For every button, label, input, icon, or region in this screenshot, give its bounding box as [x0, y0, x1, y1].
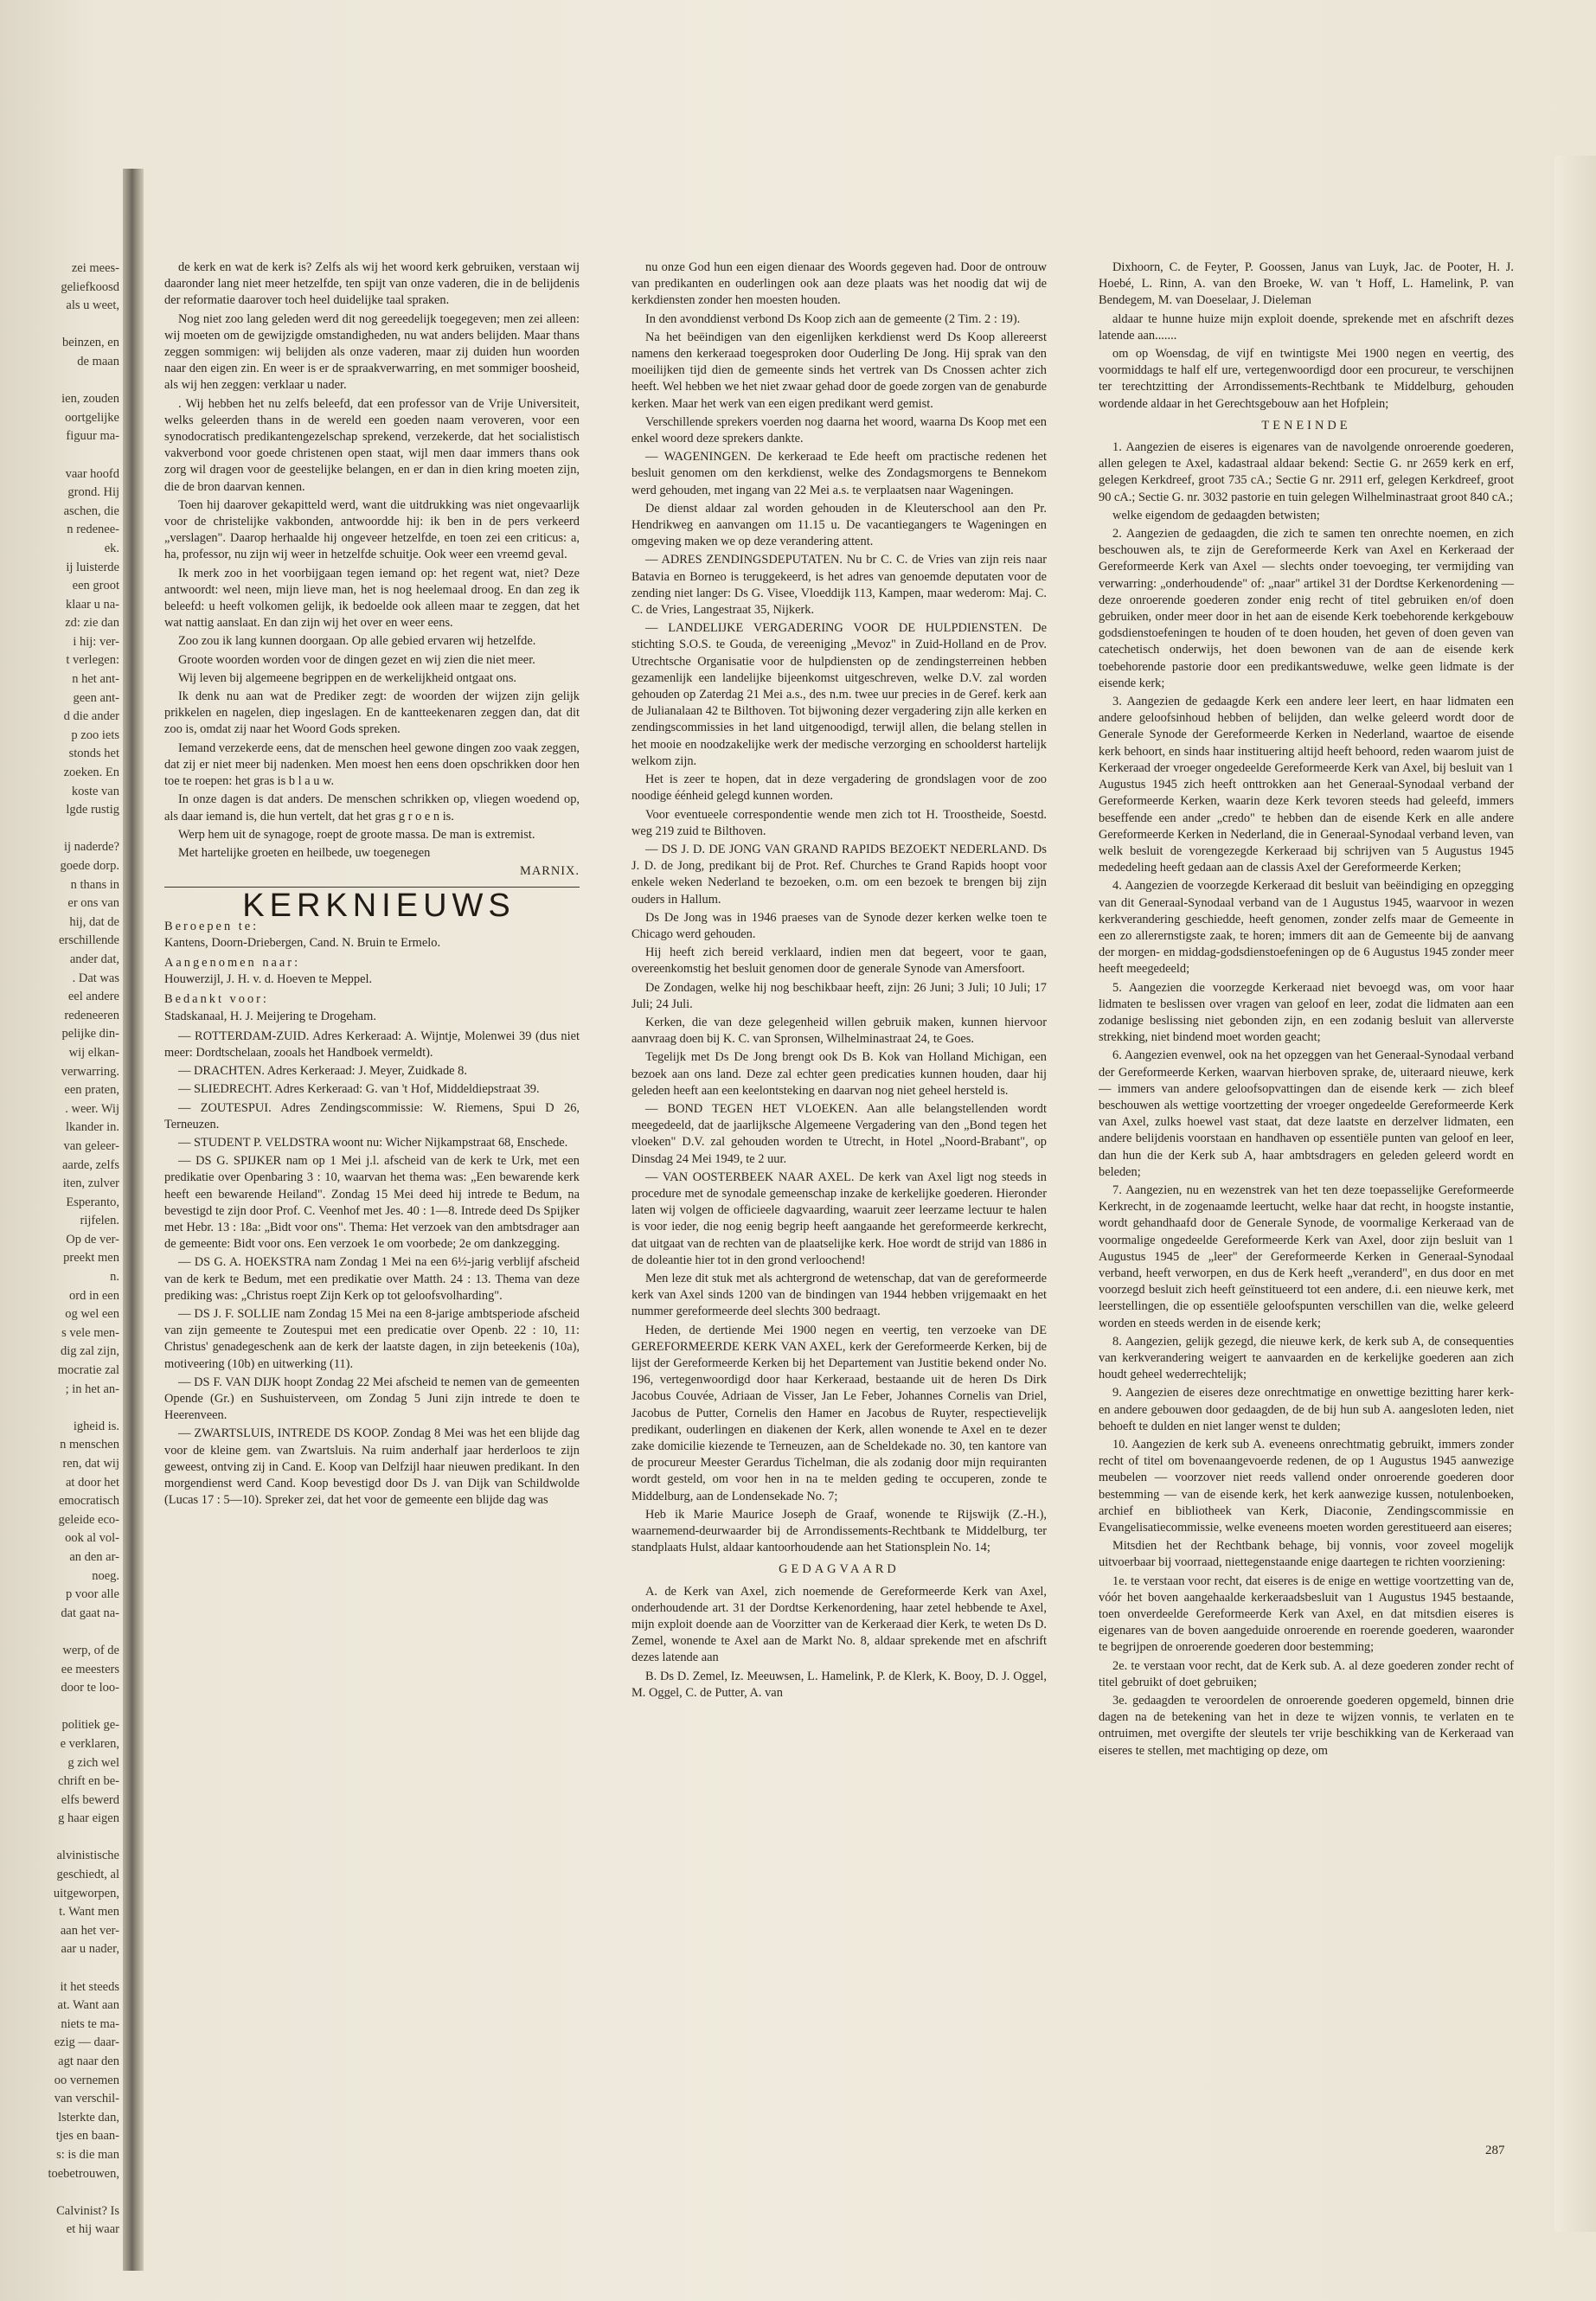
calls-list	[164, 919, 580, 1025]
cut-line: igheid is.	[73, 1419, 119, 1433]
cut-line: rijfelen.	[80, 1214, 119, 1228]
cut-line: zei mees-	[71, 261, 119, 275]
call-value: Kantens, Doorn-Driebergen, Cand. N. Bruin te Ermelo.	[164, 935, 441, 950]
cut-line: geschiedt, al	[56, 1868, 119, 1882]
col2-body	[631, 260, 1047, 1556]
cut-line: n thans in	[70, 877, 119, 892]
letter-body	[164, 260, 580, 862]
cut-line	[0, 446, 119, 465]
paragraph: 3. Aangezien de gedaagde Kerk een andere leer leert, en haar lidmaten een andere geloofsinhoud hebben of belijden, dan welke geleerd wordt door de Generale Synode der Gereformeerde Kerken in Nederland, waartoe de eisende kerk behoort, en sinds haar instituering altijd heeft behoord, reden waarom juist de Kerkeraad der vroeger ongedeelde Gereformeerde Kerk van Axel, bij besluit van 1 Augustus 1945 zich heeft onttrokken aan het Generaal-Synodaal verband der Gereformeerde Kerken, waarin deze Kerk tevoren steeds had geleefd, immers beseffende een ander „credo" te hebben dan de eisende Kerk en alle andere Gereformeerde Kerken in Nederland, die in Generaal-Synodaal verband leven, van welk besluit de vorengezegde Kerkeraad bij schrijven van 5 Augustus 1945 mededeling heeft gedaan aan de classis Axel der Gereformeerde Kerken;	[1099, 695, 1514, 875]
col3-intro	[1099, 260, 1514, 413]
paragraph: Toen hij daarover gekapitteld werd, want die uitdrukking was niet ongevaarlijk voor de christelijke vakbonden, antwoordde hij: ik ben in de pers verkeerd „verslagen". Daarop herhaalde hij ongeveer hetzelfde, en toen zei een criticus: a, ha, professor, nu zijn wij weer in hetzelfde schuitje. Ook weer een vreemd geval.	[164, 497, 580, 562]
paragraph: Verschillende sprekers voerden nog daarna het woord, waarna Ds Koop met een enkel woord deze sprekers dankte.	[631, 414, 1047, 446]
letter-signature: MARNIX.	[520, 864, 580, 879]
paragraph: 6. Aangezien evenwel, ook na het opzeggen van het Generaal-Synodaal verband der Gereformeerde Kerken, waarvan hierboven sprake, de, uiteraard nieuwe, kerk — immers van andere geloofsopvattingen dan de eisende kerk — zich bleef beschouwen als wettige voortzetting der vroeger ongedeelde Gereformeerde Kerk van Axel, zulks hoewel vast staat, dat deze laatste en derzelver lidmaten, een andere belijdenis voorstaan en handhaven op essentiële punten van geloof en leer, dan hun die der Kerk sub A, haar ambtsdragers en geleden geleerd wordt en beleden;	[1099, 1048, 1514, 1179]
paragraph: — ROTTERDAM-ZUID. Adres Kerkeraad: A. Wijntje, Molenwei 39 (dus niet meer: Dordtschelaan, zooals het Handboek vermeldt).	[164, 1029, 580, 1060]
heading-gedagvaard: GEDAGVAARD	[779, 1562, 900, 1577]
cut-line: de maan	[77, 354, 119, 369]
paragraph: — DS G. SPIJKER nam op 1 Mei j.l. afscheid van de kerk te Urk, met een predikatie over Openbaring 3 : 10, waarvan het thema was: „Een bewarende kerk heeft een bewarende Heiland". Zondag 15 Mei deed hij intrede te Bedum, na bevestigd te zijn door Prof. C. Veenhof met Jes. 40 : 1—8. Intrede deed Ds Spijker met Hebr. 13 : 18a: „Bidt voor ons". Thema: Het verzoek van den ambtsdrager aan de gemeente: Bidt voor ons. Een verzoek 1e om voorbede; 2e om dankzegging.	[164, 1154, 580, 1252]
cut-line: er ons van	[67, 896, 119, 911]
cut-line: n redenee-	[67, 522, 119, 537]
cut-line: een praten,	[64, 1083, 119, 1098]
cut-line: alvinistische	[56, 1849, 119, 1863]
cut-line: n.	[110, 1270, 119, 1285]
cut-line: erschillende	[58, 933, 119, 948]
paragraph: Dixhoorn, C. de Feyter, P. Goossen, Janus van Luyk, Jac. de Pooter, H. J. Hoebé, L. Rinn, A. van den Broeke, W. van 't Hoff, L. Hamelink, P. van Bendegem, M. van Doeselaar, J. Dieleman	[1099, 260, 1514, 308]
column-2	[631, 260, 1047, 2154]
cut-line: aschen, die	[63, 503, 119, 518]
column-3	[1099, 260, 1514, 2154]
paragraph: In onze dagen is dat anders. De menschen schrikken op, vliegen woedend op, als daar iemand is, die hun vertelt, dat het gras g r o e n is.	[164, 792, 580, 824]
cut-line: ek.	[104, 541, 119, 555]
paragraph: — SLIEDRECHT. Adres Kerkeraad: G. van 't Hof, Middeldiepstraat 39.	[178, 1082, 540, 1097]
paragraph: . Wij hebben het nu zelfs beleefd, dat een professor van de Vrije Universiteit, welks geleerden thans in de wereld een goeden naam veroveren, voor een synodocratisch predikantengezelschap sprekend, verzekerde, dat het socialistisch vakverbond voor goede christenen open staat, wijl men daar immers thans ook zorg wil dragen voor de geestelijke belangen, en er dan in dien kring moeten zijn, die de bron daarvan kennen.	[164, 396, 580, 494]
cut-line: hij, dat de	[69, 914, 119, 929]
col2-after	[631, 1584, 1047, 1702]
paragraph: Zoo zou ik lang kunnen doorgaan. Op alle gebied ervaren wij hetzelfde.	[178, 634, 536, 649]
paragraph: Ik merk zoo in het voorbijgaan tegen iemand op: het regent wat, niet? Deze antwoordt: wel neen, mijn lieve man, het is nog heelemaal droog. En dan zeg ik beleefd: u heeft volkomen gelijk, ik bedoelde ook alleen maar te zeggen, dat het wat nattig aanslaat. En dan zijn wij het over en weer eens.	[164, 566, 580, 631]
paragraph: B. Ds D. Zemel, Iz. Meeuwsen, L. Hamelink, P. de Klerk, K. Booy, D. J. Oggel, M. Oggel, C. de Putter, A. van	[631, 1669, 1047, 1700]
paragraph: 1e. te verstaan voor recht, dat eiseres is de enige en wettige voortzetting van de, vóór het boven aangehaalde kerkeraadsbesluit van 1 Augustus 1945 bestaande, toen onverdeelde Gereformeerde Kerk van Axel, en dat mitsdien eiseres is eigenares van de boven aangeduide onroerende en roerende goederen, waaronder te begrijpen de onroerende goederen door bestemming;	[1099, 1574, 1514, 1655]
cut-line: . Dat was	[72, 971, 119, 985]
paragraph: welke eigendom de gedaagden betwisten;	[1112, 508, 1320, 522]
cut-line: ook al vol-	[65, 1531, 119, 1546]
cut-line: uitgeworpen,	[53, 1886, 119, 1900]
paragraph: — DS G. A. HOEKSTRA nam Zondag 1 Mei na een 6½-jarig verblijf afscheid van de kerk te Bedum, met een predikatie over Matth. 24 : 13. Thema van deze prediking was: „Christus roept Zijn Kerk op tot geloofsvolharding".	[164, 1255, 580, 1303]
paragraph: de kerk en wat de kerk is? Zelfs als wij het woord kerk gebruiken, verstaan wij daaronder lang niet meer hetzelfde, ten spijt van onze vaderen, die in de belijdenis der reformatie daarover toch heel duidelijke taal spraken.	[164, 260, 580, 308]
call-label: Bedankt voor:	[164, 992, 269, 1007]
paragraph: In den avonddienst verbond Ds Koop zich aan de gemeente (2 Tim. 2 : 19).	[645, 311, 1021, 326]
cut-line: ord in een	[69, 1288, 119, 1303]
cut-line: oo vernemen	[54, 2073, 119, 2087]
cut-line: zd: zie dan	[65, 616, 119, 631]
previous-page-cut-column	[0, 260, 119, 2237]
cut-line: van verschil-	[54, 2092, 119, 2106]
paragraph: Het is zeer te hopen, dat in deze vergadering de grondslagen voor de zoo noodige éénheid gelegd kunnen worden.	[631, 772, 1047, 804]
paragraph: aldaar te hunne huize mijn exploit doende, sprekende met en afschrift dezes latende aan.......	[1099, 311, 1514, 343]
cut-line: tjes en baan-	[55, 2129, 119, 2144]
cut-line	[0, 1698, 119, 1717]
paragraph: Voor eventueele correspondentie wende men zich tot H. Troostheide, Soestd. weg 219 zuid te Bilthoven.	[631, 807, 1047, 838]
cut-line: . weer. Wij	[65, 1101, 119, 1116]
cut-line: n menschen	[60, 1438, 119, 1452]
paragraph: 8. Aangezien, gelijk gezegd, die nieuwe kerk, de kerk sub A, de consequenties van kerkverandering weigert te aanvaarden en de kerkelijke goederen aan zich houdt geheel wederrechtelijk;	[1099, 1334, 1514, 1382]
cut-line: stonds het	[68, 747, 119, 761]
paragraph: Na het beëindigen van den eigenlijken kerkdienst werd Ds Koop allereerst namens den kerkeraad toegesproken door Ouderling De Jong. Hij sprak van den moeilijken tijd dien de gemeente sinds het vertrek van Ds Cnossen achter zich heeft. Wel hebben we het niet zwaar gehad door de goede zorgen van de genaburde kerken. Maar het werk van een eigen predikant werd gemist.	[631, 330, 1047, 411]
cut-line: oortgelijke	[65, 410, 119, 425]
cut-line: figuur ma-	[66, 429, 119, 444]
cut-line: s vele men-	[61, 1325, 119, 1340]
paragraph: 3e. gedaagden te veroordelen de onroerende goederen opgemeld, binnen drie dagen na de betekening van het in deze te wijzen vonnis, te verlaten en te ontruimen, met overgifte der sleutels ter vrije beschikking van de Kerkeraad van eiseres te stellen, met machtiging op deze, om	[1099, 1694, 1514, 1758]
cut-line: preekt men	[63, 1251, 119, 1266]
cut-line: chrift en be-	[58, 1774, 119, 1789]
paragraph: Wij leven bij algemeene begrippen en de werkelijkheid ontgaat ons.	[178, 670, 517, 685]
paragraph: 9. Aangezien de eiseres deze onrechtmatige en onwettige bezitting harer kerk- en andere gebouwen door gedaagden, de de bij hun sub A. aangesloten leden, niet behoeft te dulden en niet langer wenst te dulden;	[1099, 1386, 1514, 1433]
cut-line: aar u nader,	[61, 1942, 119, 1957]
cut-line: niets te ma-	[61, 2016, 119, 2031]
call-label: Aangenomen naar:	[164, 955, 301, 970]
paragraph: 2. Aangezien de gedaagden, die zich te samen ten onrechte noemen, en zich beschouwen als, te zijn de Gereformeerde Kerk van Axel en Kerkeraad der Gereformeerde Kerk van Axel — slechts onder toevoeging, ter vermijding van verwarring: „onderhoudende" of: „naar" artikel 31 der Dordtse Kerkenordening — deze onroerende goederen zonder enig recht of titel gebruiken en/of doen gebruiken, onder meer door in het aan de eisende Kerk toebehorende kerkgebouw godsdienstoefeningen te houden of te doen houden, het geven of doen geven van catechetisch onderwijs, het doen bewonen van de aan de eisende kerk toebehorende pastorie door een predikantsweduwe, welke geen lidmate is der eisende kerk;	[1099, 527, 1514, 690]
cut-line: grond. Hij	[67, 485, 119, 500]
cut-line: elfs bewerd	[61, 1792, 119, 1807]
cut-line	[0, 1399, 119, 1418]
paragraph: Groote woorden worden voor de dingen gezet en wij zien die niet meer.	[178, 652, 535, 667]
paragraph: Met hartelijke groeten en heilbede, uw toegenegen	[178, 845, 431, 860]
paragraph: — DS J. D. DE JONG VAN GRAND RAPIDS BEZOEKT NEDERLAND. Ds J. D. de Jong, predikant bij de Prot. Ref. Churches te Grand Rapids hoopt voor enkele weken Nederland te bezoeken, o.m. om een bezoek te brengen bij zijn ouders in Hallum.	[631, 842, 1047, 907]
paragraph: 1. Aangezien de eiseres is eigenares van de navolgende onroerende goederen, allen gelegen te Axel, kadastraal aldaar bekend: Sectie G. nr 2659 kerk en erf, gelegen Kerkdreef, groot 735 cA.; Sectie G nr. 2911 erf, gelegen Kerkdreef, groot 90 cA.; Sectie G. nr. 3032 pastorie en tuin gelegen Wilhelminastraat groot 840 cA.;	[1099, 440, 1514, 504]
cut-line: ien, zouden	[61, 392, 119, 407]
cut-line	[0, 1829, 119, 1848]
cut-line: geliefkoosd	[61, 279, 119, 294]
call-value: Stadskanaal, H. J. Meijering te Drogeham.	[164, 1009, 376, 1023]
cut-line: Esperanto,	[66, 1195, 119, 1209]
cut-line: verwarring.	[61, 1064, 119, 1079]
cut-line: geen ant-	[73, 690, 119, 705]
cut-line: an den ar-	[69, 1549, 119, 1564]
paragraph: 2e. te verstaan voor recht, dat de Kerk sub. A. al deze goederen zonder recht of titel gebruikt of doet gebruiken;	[1099, 1658, 1514, 1689]
paragraph: — DS J. F. SOLLIE nam Zondag 15 Mei na een 8-jarige ambtsperiode afscheid van zijn gemeente te Zoutespui met een predicatie over Openb. 22 : 10, 11: Christus' genadegeschenk aan de kerk der laatste dagen, in zijn beteekenis (10a), motiveering (10b) en uitwerking (11).	[164, 1306, 580, 1371]
cut-line: Op de ver-	[66, 1232, 119, 1247]
cut-line: ij naderde?	[63, 840, 119, 855]
cut-line: p zoo iets	[71, 727, 119, 742]
paragraph: 7. Aangezien, nu en wezenstrek van het ten deze toepasselijke Gereformeerde Kerkrecht, in de zogenaamde leertucht, welke haar dat recht, in hoogste instantie, wordt gehandhaafd door de Generale Synode, de voormalige Kerkeraad van de voormalige ongedeelde Gereformeerde Kerk van Axel, door zijn besluit van 1 Augustus 1945 de „leer" der Gereformeerde Kerken in Generaal-Synodaal verband, heeft verworpen, en dus de Kerk heeft „veranderd", en dus door en met voorzegd besluit zich heeft geïnstitueerd tot een andere, d.i. een nieuwe kerk, met leerstellingen, die op essentiële geloofspunten verschillen van die, welke geleerd worden en steeds werden in de eisende kerk;	[1099, 1183, 1514, 1330]
paragraph: — DRACHTEN. Adres Kerkeraad: J. Meyer, Zuidkade 8.	[178, 1064, 467, 1079]
cut-line: dat gaat na-	[61, 1606, 119, 1620]
cut-line	[0, 316, 119, 335]
cut-line: ij luisterde	[66, 560, 119, 574]
paragraph: — VAN OOSTERBEEK NAAR AXEL. De kerk van Axel ligt nog steeds in procedure met de synodale gemeenschap inzake de kerkelijke goederen. Hieronder laten wij volgen de officieele dagvaarding, waaruit zeer leerzame lectuur te halen is voor ieder, die nog eenig begrip heeft aangaande het gereformeerde kerkrecht, dat uitgaat van de rechten van de plaatselijke kerk. Hoe wordt de strijd van 1886 in de doleantie hier tot in den grond verloochend!	[631, 1170, 1047, 1267]
paragraph: Nog niet zoo lang geleden werd dit nog gereedelijk toegegeven; men zei alleen: wij moeten om de gewijzigde omstandigheden, nu wat anders belijden. Maar thans zeggen sommigen: wij belijden als onze vaderen, maar zij duiden hun woorden naar den eigen zin. En weer is er de spraakverwarring, en met sommiger boosheid, als wij hen zeggen: verklaar u nader.	[164, 311, 580, 393]
paragraph: — ZOUTESPUI. Adres Zendingscommissie: W. Riemens, Spui D 26, Terneuzen.	[164, 1100, 580, 1131]
cut-line: pelijke din-	[61, 1027, 119, 1042]
paragraph: A. de Kerk van Axel, zich noemende de Gereformeerde Kerk van Axel, onderhoudende art. 31 der Dordtse Kerkenordening, haar zetel hebbende te Axel, mijn exploit doende aan de Voorzitter van de Kerkeraad dier Kerk, te weten Ds D. Zemel, wonende te Axel aan de Markt No. 8, aldaar sprekende met en afschrift dezes latende aan	[631, 1584, 1047, 1665]
cut-line: g zich wel	[67, 1755, 119, 1770]
cut-line: d die ander	[63, 709, 119, 724]
cut-line: toebetrouwen,	[48, 2166, 119, 2181]
cut-line: g haar eigen	[58, 1811, 119, 1826]
cut-line: beinzen, en	[61, 336, 119, 350]
cut-line: ezig — daar-	[54, 2035, 119, 2050]
page-edge	[1554, 156, 1596, 2232]
cut-line: als u weet,	[66, 298, 119, 313]
cut-line	[0, 1959, 119, 1978]
cut-line: noeg.	[92, 1568, 119, 1583]
cut-line: dig zal zijn,	[60, 1344, 119, 1359]
cut-line: geleide eco-	[58, 1512, 119, 1527]
paragraph: — STUDENT P. VELDSTRA woont nu: Wicher Nijkampstraat 68, Enschede.	[178, 1135, 568, 1150]
paragraph: Hij heeft zich bereid verklaard, indien men dat begeert, voor te gaan, overeenkomstig het besluit genomen door de generale Synode van Amersfoort.	[631, 945, 1047, 977]
cut-line: vaar hoofd	[65, 466, 119, 481]
cut-line: s: is die man	[56, 2147, 119, 2162]
paragraph: Werp hem uit de synagoge, roept de groote massa. De man is extremist.	[178, 827, 535, 842]
cut-line	[0, 2183, 119, 2202]
cut-line: van geleer-	[63, 1138, 119, 1153]
cut-line: koste van	[71, 784, 119, 798]
page-number: 287	[1485, 2144, 1505, 2157]
paragraph: — BOND TEGEN HET VLOEKEN. Aan alle belangstellenden wordt meegedeeld, dat de jaarlijksche Algemeene Vergadering van den „Bond tegen het vloeken" D.V. zal gehouden worden te Utrecht, in Hotel „Noord-Brabant", op Dinsdag 24 Mei 1949, te 2 uur.	[631, 1101, 1047, 1166]
paragraph: — LANDELIJKE VERGADERING VOOR DE HULPDIENSTEN. De stichting S.O.S. te Gouda, de vereeniging „Mevoz" in Zuid-Holland en de Prov. Utrechtsche Organisatie voor de hulpdiensten op de zendingsterreinen hebben gezamenlijk een landelijke bijeenkomst uitgeschreven, welke D.V. zal worden gehouden op Zaterdag 21 Mei a.s., des n.m. twee uur precies in de Geref. kerk aan de Julianalaan 42 te Bilthoven. Tot bijwoning dezer vergadering zijn alle kerken en zendingscommissies in het land uitgenoodigd, terwijl allen, die belang stellen in het mooie en noodzakelijke werk der medische verzorging en schoolderst hartelijk welkom zijn.	[631, 621, 1047, 768]
cut-line: lsterkte dan,	[58, 2110, 119, 2125]
cut-line: goede dorp.	[60, 859, 119, 873]
news-items	[164, 1029, 580, 1509]
paragraph: 10. Aangezien de kerk sub A. eveneens onrechtmatig gebruikt, immers zonder recht of titel om bovenaangevoerde redenen, de op 1 Augustus 1945 aanwezige meubelen — voorzover niet reeds vallend onder onroerende goederen door bestemming — van de eisende kerk, het kerk aanwezige kussen, notulenboeken, archief en bibliotheek van Kerk, Diaconie, Zendingscommissie en Evangelisatiecommissie, welke eveneens moeten worden gerestitueerd aan eiseres;	[1099, 1438, 1514, 1535]
cut-line: og wel een	[65, 1307, 119, 1322]
cut-line: e verklaren,	[60, 1736, 119, 1751]
cut-line: redeneeren	[64, 1008, 119, 1022]
cut-line: een groot	[72, 579, 119, 593]
paragraph: De Zondagen, welke hij nog beschikbaar heeft, zijn: 26 Juni; 3 Juli; 10 Juli; 17 Juli; 24 Juli.	[631, 980, 1047, 1011]
cut-line	[0, 820, 119, 839]
paragraph: Kerken, die van deze gelegenheid willen gebruik maken, kunnen hiervoor aanvraag doen bij K. C. van Spronsen, Wilhelminastraat 24, te Goes.	[631, 1015, 1047, 1047]
cut-line: ander dat,	[69, 952, 119, 966]
cut-line: eel andere	[67, 990, 119, 1004]
paragraph: Tegelijk met Ds De Jong brengt ook Ds B. Kok van Holland Michigan, een bezoek aan ons land. Deze zal echter geen predicaties kunnen houden, daar hij geleden heeft aan een keelontsteking en daarvan nog niet geheel hersteld is.	[631, 1050, 1047, 1098]
heading-teneinde: TENEINDE	[1261, 418, 1351, 433]
paragraph: 5. Aangezien die voorzegde Kerkeraad niet bevoegd was, om voor haar lidmaten te beslissen over vragen van geloof en leer, zodat die lidmaten aan een zodanige beslissing niet gebonden zijn, en een zodanig besluit van allerverste strekking, niet bindend moet worden geacht;	[1099, 980, 1514, 1045]
cut-line: ; in het an-	[65, 1381, 119, 1396]
cut-line: aarde, zelfs	[61, 1157, 119, 1172]
cut-line: agt naar den	[58, 2054, 119, 2068]
paragraph: — DS F. VAN DIJK hoopt Zondag 22 Mei afscheid te nemen van de gemeenten Opende (Gr.) en Sushuisterveen, om Zondag 5 Juni zijn intrede te doen te Heerenveen.	[164, 1375, 580, 1423]
cut-line: ee meesters	[61, 1662, 119, 1676]
cut-line: iten, zulver	[62, 1176, 119, 1191]
cut-line: n het ant-	[72, 672, 119, 687]
cut-line: et hij waar	[66, 2222, 119, 2237]
cut-line: ren, dat wij	[62, 1457, 119, 1471]
paragraph: — ADRES ZENDINGSDEPUTATEN. Nu br C. C. de Vries van zijn reis naar Batavia en Borneo is teruggekeerd, is het adres van genoemde deputaten voor de zending niet langer: Ds G. Visee, Vloeddijk 113, Kampen, maar wederom: Maj. C. C. de Vries, Langestraat 35, Nijkerk.	[631, 553, 1047, 618]
paragraph: — WAGENINGEN. De kerkeraad te Ede heeft om practische redenen het besluit genomen om den kerkdienst, welke des Zondagsmorgens te Bennekom werd gehouden, met ingang van 22 Mei a.s. te verplaatsen naar Wageningen.	[631, 450, 1047, 497]
cut-line: it het steeds	[60, 1979, 119, 1994]
cut-line: werp, of de	[62, 1643, 119, 1657]
cut-line: emocratisch	[58, 1494, 119, 1509]
column-1	[164, 260, 580, 2154]
newspaper-page	[164, 260, 1514, 2154]
binding-gutter	[123, 169, 144, 2271]
paragraph: Ds De Jong was in 1946 praeses van de Synode dezer kerken welke toen te Chicago werd gehouden.	[631, 910, 1047, 941]
cut-line: door te loo-	[61, 1681, 119, 1695]
cut-line: politiek ge-	[61, 1718, 119, 1733]
paragraph: De dienst aldaar zal worden gehouden in de Kleuterschool aan den Pr. Hendrikweg en aanvangen om 11.15 u. De vacantiegangers te Wageningen en omgeving maken we op deze verandering attent.	[631, 501, 1047, 549]
paragraph: Men leze dit stuk met als achtergrond de wetenschap, dat van de gereformeerde kerk van Axel sinds 1200 van de bindingen van 1944 hebben vrijgemaakt en het nummer gereformeerde deel slechts 300 bedraagt.	[631, 1271, 1047, 1319]
call-label: Beroepen te:	[164, 919, 260, 933]
call-value: Houwerzijl, J. H. v. d. Hoeven te Meppel.	[164, 972, 373, 987]
cut-line: Calvinist? Is	[56, 2203, 119, 2218]
paragraph: Iemand verzekerde eens, dat de menschen heel gewone dingen zoo vaak zeggen, dat zij er niet meer bij nadenken. Men moest hen eens doen opschrikken door hen toe te roepen: het gras is b l a u w.	[164, 740, 580, 789]
cut-line: klaar u na-	[66, 597, 119, 612]
paragraph: Ik denk nu aan wat de Prediker zegt: de woorden der wijzen zijn gelijk prikkelen en nagelen, diep ingeslagen. En de kantteekenaren zeggen dan, dat dit zoo is, omdat zij naar het Woord Gods spreken.	[164, 689, 580, 737]
cut-line: at door het	[65, 1475, 119, 1490]
paragraph: om op Woensdag, de vijf en twintigste Mei 1900 negen en veertig, des voormiddags te half elf ure, vertegenwoordigd door een procureur, te verschijnen ter terechtzitting der Arrondissements-Rechtbank te Middelburg, gehouden wordende aldaar in het Gerechtsgebouw aan het Hofplein;	[1099, 347, 1514, 411]
paragraph: nu onze God hun een eigen dienaar des Woords gegeven had. Door de ontrouw van predikanten en ouderlingen ook aan deze plaats was het noodig dat wij de kerkdiensten zonder hen moesten houden.	[631, 260, 1047, 308]
paragraph: Heden, de dertiende Mei 1900 negen en veertig, ten verzoeke van DE GEREFORMEERDE KERK VAN AXEL, kerk der Gereformeerde Kerken, bij de lijst der Gereformeerde Kerken bij het Departement van Justitie bekend onder No. 196, vertegenwoordigd door haar Kerkeraad, bestaande uit de heren Ds Dirk Jacobus Couvée, Adriaan de Visser, Jan Le Feber, Johannes Cornelis van Driel, Jacobus de Putter, Cornelis den Hamer en Jacobus de Ruyter, respectievelijk predikant, ouderlingen en diakenen der Kerk, allen wonende te Axel en te dezer zake domicilie kiezende te Terneuzen, aan de Scheldekade no. 30, ten kantore van de procureur Meester Gerardus Tichelman, die als zodanig door mijn requiranten wordt gesteld, om voor hen in na te melden geding te occuperen, zonde te Middelburg, aan de Londensekade No. 7;	[631, 1323, 1047, 1503]
section-title-kerknieuws: KERKNIEUWS	[242, 888, 516, 925]
cut-line: wij elkan-	[68, 1045, 119, 1060]
paragraph: 4. Aangezien de voorzegde Kerkeraad dit besluit van beëindiging en opzegging van dit Generaal-Synodaal verband van de 1 Augustus 1945, waarvoor in wezen kerkverandering geschiedde, heeft genomen, zonder zelfs maar de Gemeente in een zo allerernstigste zaak, te horen; immers dit aan de Gemeente bij de aanvang der morgen- en middag-godsdienstoefeningen op de 6 Augustus 1945 zonder meer heeft meegedeeld;	[1099, 879, 1514, 977]
cut-line: zoeken. En	[63, 766, 119, 780]
cut-line: t verlegen:	[66, 653, 119, 668]
cut-line	[0, 372, 119, 391]
col3-numbered	[1099, 439, 1514, 1759]
cut-line: p voor alle	[65, 1587, 119, 1602]
cut-line: lgde rustig	[66, 803, 119, 817]
cut-line: mocratie zal	[57, 1363, 119, 1378]
cut-line: t. Want men	[59, 1905, 119, 1920]
cut-line: i hij: ver-	[73, 634, 119, 649]
paragraph: Heb ik Marie Maurice Joseph de Graaf, wonende te Rijswijk (Z.-H.), waarnemend-deurwaarder bij de Arrondissements-Rechtbank te Middelburg, ter standplaats Hulst, aldaar kantoorhoudende aan het Stationsplein No. 14;	[631, 1507, 1047, 1555]
cut-line	[0, 1623, 119, 1642]
paragraph: — ZWARTSLUIS, INTREDE DS KOOP. Zondag 8 Mei was het een blijde dag voor de kleine gem. van Zwartsluis. Na ruim anderhalf jaar herderloos te zijn geweest, ontving zij in Cand. E. Koop van Delfzijl haar nieuwen predikant. In den morgendienst werd Cand. Koop bevestigd door Ds J. van Dijk van Schildwolde (Lucas 17 : 5—10). Spreker zei, dat het voor de gemeente een blijde dag was	[164, 1426, 580, 1508]
paragraph: Mitsdien het der Rechtbank behage, bij vonnis, voor zoveel mogelijk uitvoerbaar bij voorraad, niettegenstaande enige daartegen te richten voorziening:	[1099, 1539, 1514, 1570]
cut-line: at. Want aan	[57, 1998, 119, 2013]
cut-line: aan het ver-	[60, 1923, 119, 1938]
cut-line: lkander in.	[65, 1120, 119, 1135]
